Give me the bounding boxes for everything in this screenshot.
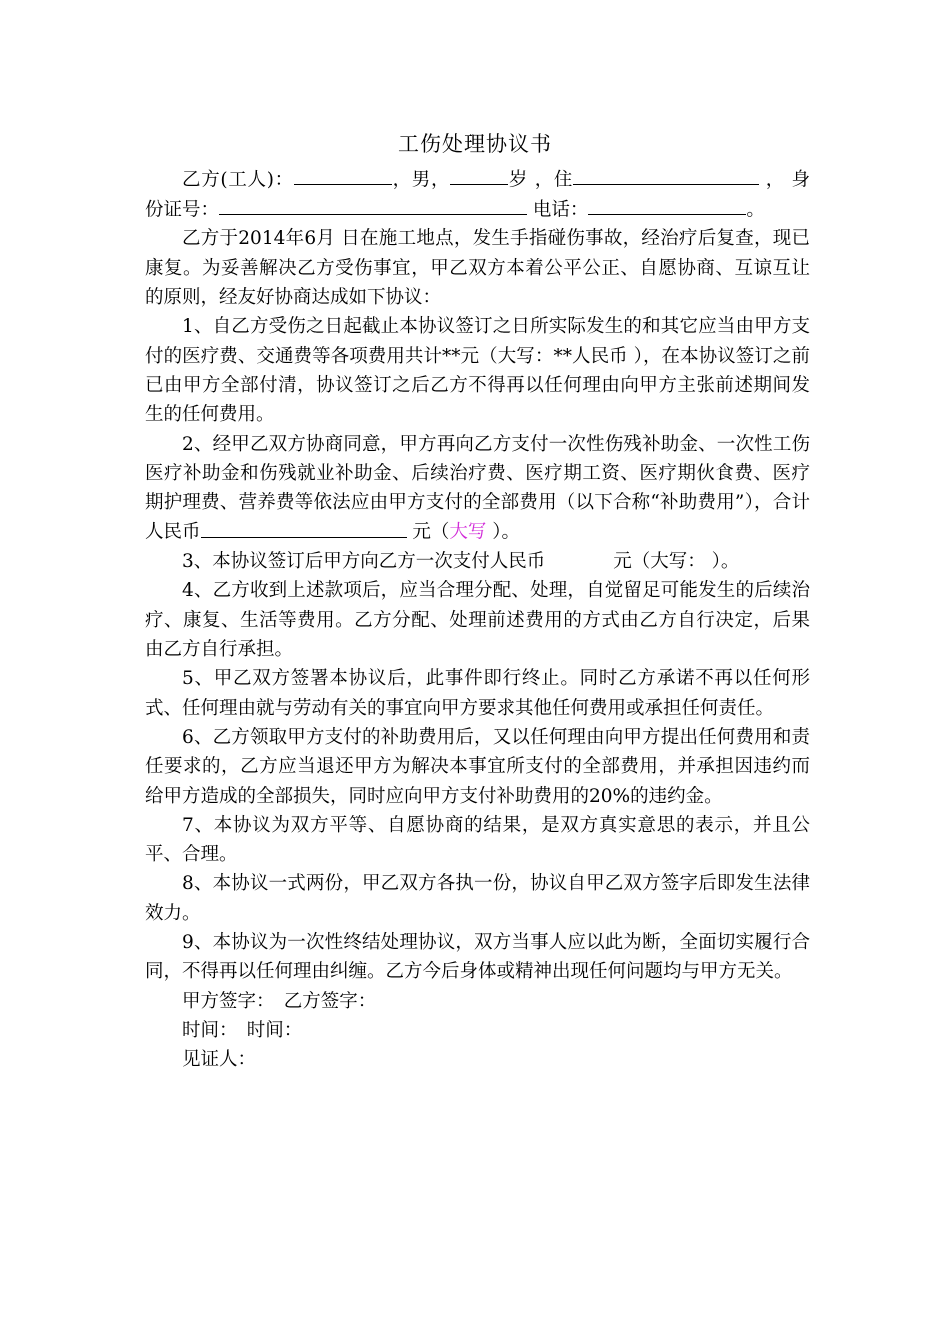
- clause-2: [145, 430, 810, 548]
- daxie-highlight: 大写: [449, 521, 487, 543]
- clause-2-unit: 元（: [406, 521, 450, 543]
- clause-2-end: ）。: [486, 521, 521, 543]
- clause-4: 4、乙方收到上述款项后，应当合理分配、处理，自觉留足可能发生的后续治疗、康复、生活等费用。乙方分配、处理前述费用的方式由乙方自行决定，后果由乙方自行承担。: [145, 580, 810, 661]
- signature-block: [145, 987, 810, 1075]
- clause-5: 5、甲乙双方签署本协议后，此事件即行终止。同时乙方承诺不再以任何形式、任何理由就与劳动有关的事宜向甲方要求其他任何费用或承担任何责任。: [145, 668, 810, 719]
- clause-8: 8、本协议一式两份，甲乙双方各执一份，协议自甲乙双方签字后即发生法律效力。: [145, 873, 810, 924]
- amount-blank: [201, 517, 407, 537]
- witness-line: 见证人：: [182, 1049, 257, 1071]
- address-blank: [573, 165, 759, 185]
- clause-1: 1、自乙方受伤之日起截止本协议签订之日所实际发生的和其它应当由甲方支付的医疗费、交通费等各项费用共计**元（大写：**人民币 ），在本协议签订之前已由甲方全部付清，协议签订之后乙方不得再以任何理由向甲方主张前述期间发生的任何费用。: [145, 316, 810, 426]
- document-title: 工伤处理协议书: [398, 132, 552, 156]
- clause-9: 9、本协议为一次性终结处理协议，双方当事人应以此为断，全面切实履行合同，不得再以任何理由纠缠。乙方今后身体或精神出现任何问题均与甲方无关。: [145, 931, 810, 983]
- document-body: [145, 165, 810, 1074]
- clause-3-end: 元（大写： ）。: [613, 551, 740, 573]
- time-line: 时间： 时间：: [182, 1019, 303, 1041]
- signature-line: 甲方签字： 乙方签字：: [182, 990, 377, 1012]
- age-blank: [450, 165, 508, 185]
- clause-3: [145, 547, 810, 576]
- party-info-paragraph: [145, 165, 810, 224]
- gender-text: ，男，: [391, 169, 451, 191]
- address-label: 岁 ，住: [508, 169, 574, 191]
- phone-blank: [588, 195, 746, 215]
- name-blank: [294, 165, 392, 185]
- id-number-label: ， 身份证号：: [145, 169, 810, 221]
- intro-paragraph: 乙方于2014年6月 日在施工地点，发生手指碰伤事故，经治疗后复查，现已康复。为妥善解决乙方受伤事宜，甲乙双方本着公平公正、自愿协商、互谅互让的原则，经友好协商达成如下协议：: [145, 228, 810, 309]
- phone-label: 电话：: [527, 199, 589, 221]
- clause-7: 7、本协议为双方平等、自愿协商的结果，是双方真实意思的表示，并且公平、合理。: [145, 814, 810, 866]
- clause-3-text: 3、本协议签订后甲方向乙方一次支付人民币: [182, 551, 546, 573]
- id-number-blank: [219, 195, 527, 215]
- clause-6: 6、乙方领取甲方支付的补助费用后，又以任何理由向甲方提出任何费用和责任要求的，乙方应当退还甲方为解决本事宜所支付的全部费用，并承担因违约而给甲方造成的全部损失，同时应向甲方支付补助费用的20%的违约金。: [145, 726, 810, 807]
- party-b-label: 乙方(工人)：: [182, 169, 294, 191]
- clause-2-text: 2、经甲乙双方协商同意，甲方再向乙方支付一次性伤残补助金、一次性工伤医疗补助金和伤残就业补助金、后续治疗费、医疗期工资、医疗期伙食费、医疗期护理费、营养费等依法应由甲方支付的全部费用（以下合称“补助费用”），合计人民币: [145, 433, 810, 543]
- period: 。: [746, 199, 765, 221]
